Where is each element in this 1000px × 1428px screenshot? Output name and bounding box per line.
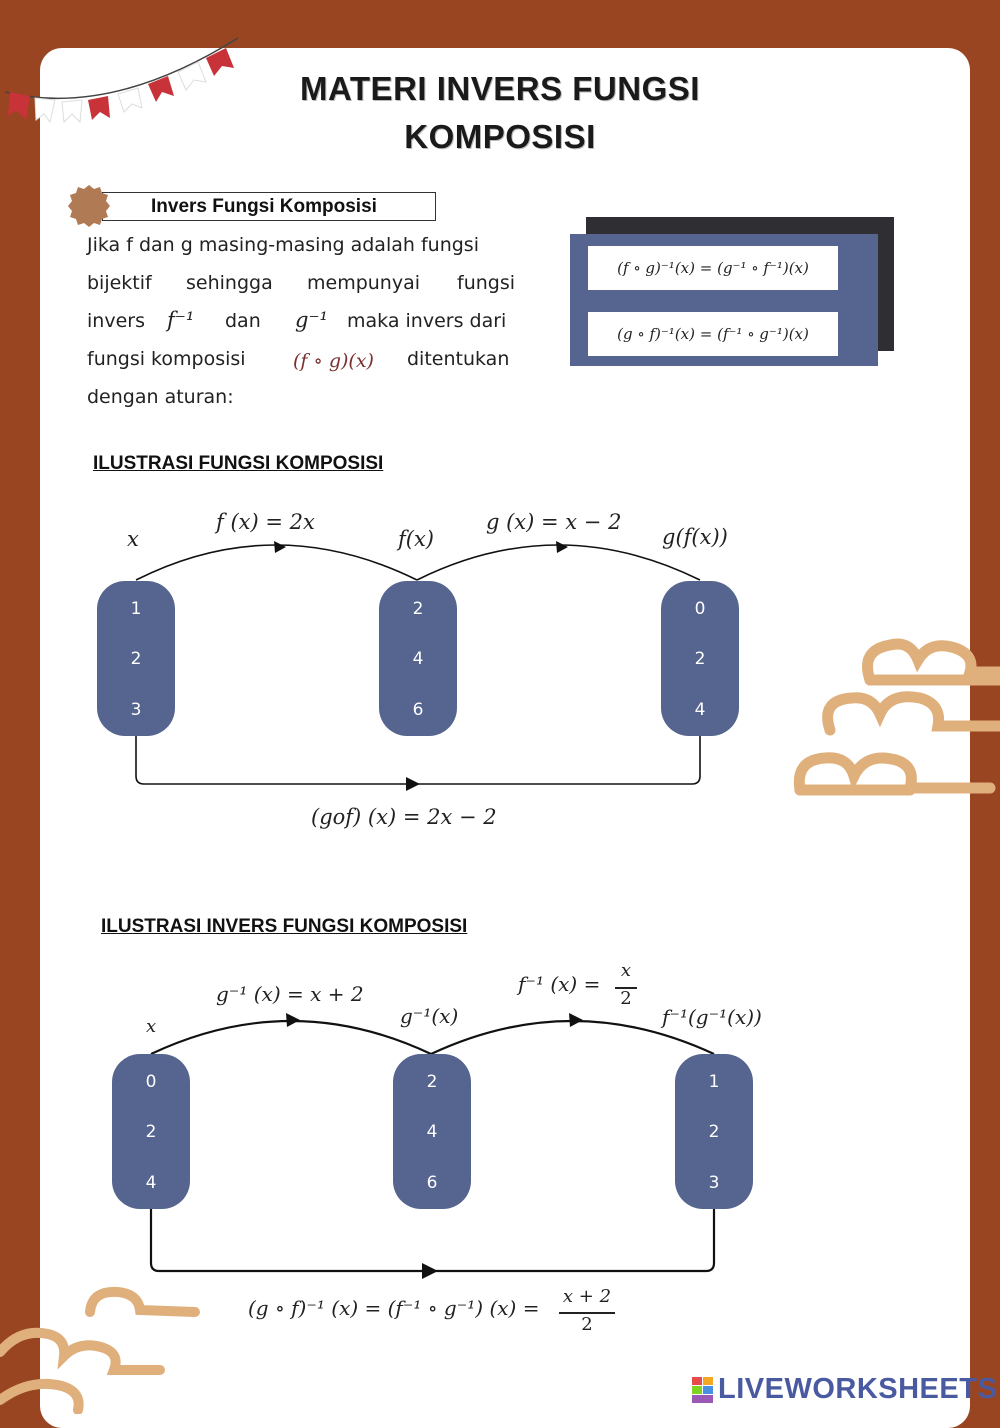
intro-word: fungsi (457, 272, 516, 294)
rule-1: (f ∘ g)⁻¹(x) = (g⁻¹ ∘ f⁻¹)(x) (588, 246, 838, 290)
intro-word: invers (87, 310, 145, 332)
illustration1-f-rule: f (x) = 2x (216, 510, 315, 534)
set-value: 0 (145, 1072, 157, 1092)
illustration2-heading: ILUSTRASI INVERS FUNGSI KOMPOSISI (101, 916, 468, 937)
rule-2: (g ∘ f)⁻¹(x) = (f⁻¹ ∘ g⁻¹)(x) (588, 312, 838, 356)
illustration2-f-inverse-rule: f⁻¹ (x) = (518, 972, 601, 996)
intro-word: mempunyai (307, 272, 421, 294)
set-value: 2 (694, 649, 706, 669)
set-value: 2 (412, 599, 424, 619)
intro-line-1: Jika f dan g masing-masing adalah fungsi (87, 234, 479, 256)
intro-word: sehingga (186, 272, 273, 294)
illustration1-g-rule: g (x) = x − 2 (486, 510, 622, 534)
illustration2-inverse-numerator: x + 2 (562, 1286, 612, 1307)
illustration2-f-inverse-denominator: 2 (620, 988, 632, 1009)
f-inverse: f⁻¹ (167, 308, 195, 332)
set-value: 2 (145, 1122, 157, 1142)
set-value: 4 (426, 1122, 438, 1142)
liveworksheets-logo-icon (692, 1377, 714, 1403)
illustration1-gfx-label: g(f(x)) (662, 525, 728, 549)
illustration2-g-inverse-rule: g⁻¹ (x) = x + 2 (216, 982, 364, 1006)
page-title-line2: KOMPOSISI (404, 118, 596, 155)
section-header-label: Invers Fungsi Komposisi (151, 196, 377, 217)
cloud-decoration-right (790, 610, 1000, 830)
liveworksheets-watermark[interactable]: LIVEWORKSHEETS (718, 1373, 998, 1405)
intro-word: maka invers dari (347, 310, 507, 332)
illustration2-middle-set (393, 1054, 471, 1209)
set-value: 4 (694, 700, 706, 720)
illustration2-inverse-rule: (g ∘ f)⁻¹ (x) = (f⁻¹ ∘ g⁻¹) (x) = (248, 1296, 540, 1320)
illustration1-composition-rule: (gof) (x) = 2x − 2 (311, 805, 497, 829)
illustration2-x-label: x (146, 1016, 157, 1037)
page-title-line1: MATERI INVERS FUNGSI (300, 70, 700, 107)
set-value: 0 (694, 599, 706, 619)
intro-word: ditentukan (407, 348, 510, 370)
illustration2-codomain-set (675, 1054, 753, 1209)
composition-fog: (f ∘ g)(x) (293, 350, 374, 372)
illustration2-f-inverse-numerator: x (620, 960, 632, 981)
illustration1-fx-label: f(x) (398, 527, 435, 551)
set-value: 2 (130, 649, 142, 669)
set-value: 2 (708, 1122, 720, 1142)
intro-word: dan (225, 310, 261, 332)
set-value: 2 (426, 1072, 438, 1092)
illustration1-heading: ILUSTRASI FUNGSI KOMPOSISI (93, 453, 384, 474)
intro-word: fungsi komposisi (87, 348, 246, 370)
set-value: 1 (130, 599, 142, 619)
illustration2-ginv-label: g⁻¹(x) (400, 1004, 459, 1028)
set-value: 4 (145, 1173, 157, 1193)
set-value: 6 (426, 1173, 438, 1193)
intro-word: bijektif (87, 272, 152, 294)
illustration1-x-label: x (127, 527, 139, 551)
illustration2-domain-set (112, 1054, 190, 1209)
set-value: 6 (412, 700, 424, 720)
illustration2-composition-label: f⁻¹(g⁻¹(x)) (662, 1005, 762, 1029)
set-value: 3 (130, 700, 142, 720)
g-inverse: g⁻¹ (295, 308, 328, 332)
intro-line-5: dengan aturan: (87, 386, 234, 408)
set-value: 4 (412, 649, 424, 669)
set-value: 3 (708, 1173, 720, 1193)
set-value: 1 (708, 1072, 720, 1092)
cloud-decoration-left (0, 1282, 200, 1414)
illustration2-inverse-denominator: 2 (581, 1314, 593, 1335)
